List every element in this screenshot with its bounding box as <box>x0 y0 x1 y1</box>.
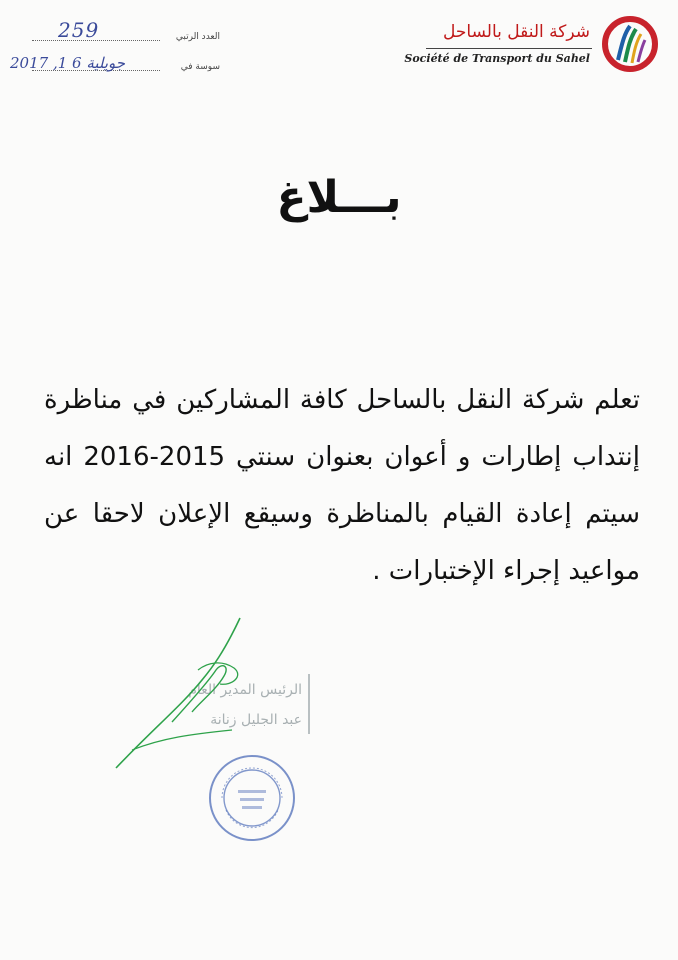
ref-number-label: العدد الرتبي <box>175 32 220 42</box>
document-title: بـــلاغ <box>276 172 402 223</box>
reference-block <box>10 16 220 86</box>
announcement-body: تعلم شركة النقل بالساحل كافة المشاركين في مناظرة إنتداب إطارات و أعوان بعنوان سنتي 2015-2016 انه سيتم إعادة القيام بالمناظرة وسيقع الإعلان لاحقا عن مواعيد إجراء الإختبارات . <box>44 385 640 586</box>
company-header <box>404 14 660 80</box>
company-logo-icon <box>600 14 660 74</box>
signatory-name: عبد الجليل زنانة <box>210 712 302 728</box>
ref-date-row <box>10 52 220 74</box>
ref-number-row <box>10 18 220 44</box>
header-rule <box>426 48 592 49</box>
company-name-french: Société de Transport du Sahel <box>404 52 590 65</box>
ref-date-label: سوسة في <box>180 62 220 72</box>
ref-date-value: 2017 ,1 6 جويلية <box>10 54 126 72</box>
ref-number-value: 259 <box>58 18 100 42</box>
company-stamp-icon <box>206 752 298 844</box>
signatory-title: الرئيس المدير العام <box>188 682 302 698</box>
company-name-arabic: شركة النقل بالساحل <box>443 22 590 42</box>
